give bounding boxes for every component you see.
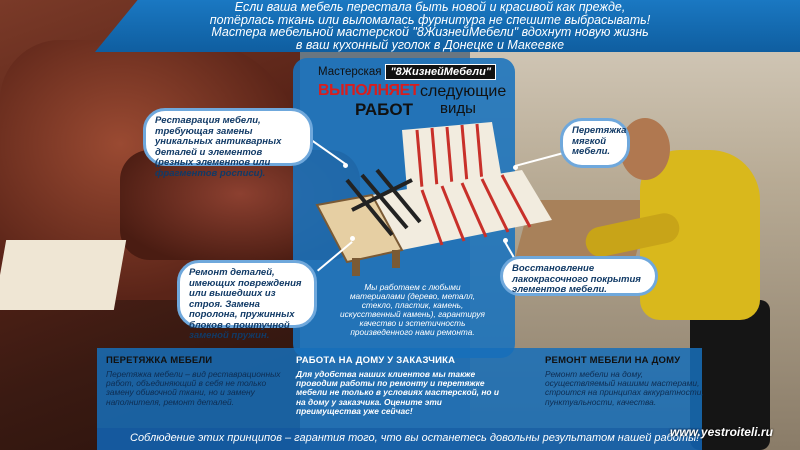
banner-line-3: Мастера мебельной мастерской "8ЖизнейМебели" вдохнут новую жизнь bbox=[211, 25, 649, 39]
performs-label: ВЫПОЛНЯЕТ bbox=[318, 82, 419, 99]
service-title: РАБОТА НА ДОМУ У ЗАКАЗЧИКА bbox=[296, 355, 456, 366]
callout-dot bbox=[343, 163, 348, 168]
service-reupholstery bbox=[106, 355, 291, 407]
callout-dot bbox=[513, 165, 518, 170]
chair-leg bbox=[352, 258, 360, 276]
kinds-label: виды bbox=[440, 100, 476, 117]
studio-header bbox=[318, 64, 533, 80]
callout-repair: Ремонт деталей, имеющих повреждения или вышедших из строя. Замена поролона, пружинных блоков с поштучной заменой пружин. bbox=[177, 260, 317, 328]
banner-line-1: Если ваша мебель перестала быть новой и красивой как прежде, bbox=[234, 0, 626, 14]
callout-paint: Восстановление лакокрасочного покрытия элементов мебели. bbox=[500, 256, 658, 296]
service-text: Ремонт мебели на дому, осуществляемый нашими мастерами, строится на принципах аккуратности, пунктуальности, качества. bbox=[545, 369, 704, 407]
callout-dot bbox=[350, 236, 355, 241]
materials-note: Мы работаем с любыми материалами (дерево, металл, стекло, пластик, камень, искусственный камень), гарантируя качество и эстетичность произведенного нами ремонта. bbox=[340, 282, 485, 337]
banner-line-4: в ваш кухонный уголок в Донецке и Макеевке bbox=[295, 37, 565, 52]
service-text: Перетяжка мебели – вид реставрационных работ, объединяющий в себя не только замену обивочной ткани, но и замену наполнителя, ремонт деталей. bbox=[106, 369, 281, 407]
callout-dot bbox=[503, 238, 508, 243]
works-label: РАБОТ bbox=[355, 100, 413, 119]
armchair-cutaway-illustration bbox=[292, 110, 562, 280]
site-watermark: www.yestroiteli.ru bbox=[670, 425, 773, 439]
service-title: ПЕРЕТЯЖКА МЕБЕЛИ bbox=[106, 355, 213, 366]
footer-text: Соблюдение этих принципов – гарантия того, что вы останетесь довольны результатом нашей работы! bbox=[130, 432, 700, 444]
chair-leg bbox=[392, 250, 400, 268]
banner-text bbox=[190, 1, 670, 51]
callout-reupholstery: Перетяжка мягкой мебели. bbox=[560, 118, 630, 168]
service-home-repair bbox=[545, 355, 705, 407]
studio-label: Мастерская bbox=[318, 66, 382, 78]
foam-padding bbox=[0, 240, 126, 310]
service-title: РЕМОНТ МЕБЕЛИ НА ДОМУ bbox=[545, 355, 681, 366]
service-home-visit bbox=[296, 355, 506, 416]
banner-line-2: потёрлась ткань или выломалась фурнитура не спешите выбрасывать! bbox=[209, 12, 651, 27]
next-label: следующие bbox=[420, 83, 507, 100]
service-text: Для удобства наших клиентов мы также проводим работы по ремонту и перетяжке мебели не только в условиях мастерской, но и на дому у заказчика. Оцените эти преимущества уже сейчас! bbox=[296, 369, 499, 416]
brand-badge: "8ЖизнейМебели" bbox=[385, 64, 496, 80]
callout-restoration: Реставрация мебели, требующая замены уникальных антикварных деталей и элементов (резных элементов или фрагментов росписи). bbox=[143, 108, 313, 166]
